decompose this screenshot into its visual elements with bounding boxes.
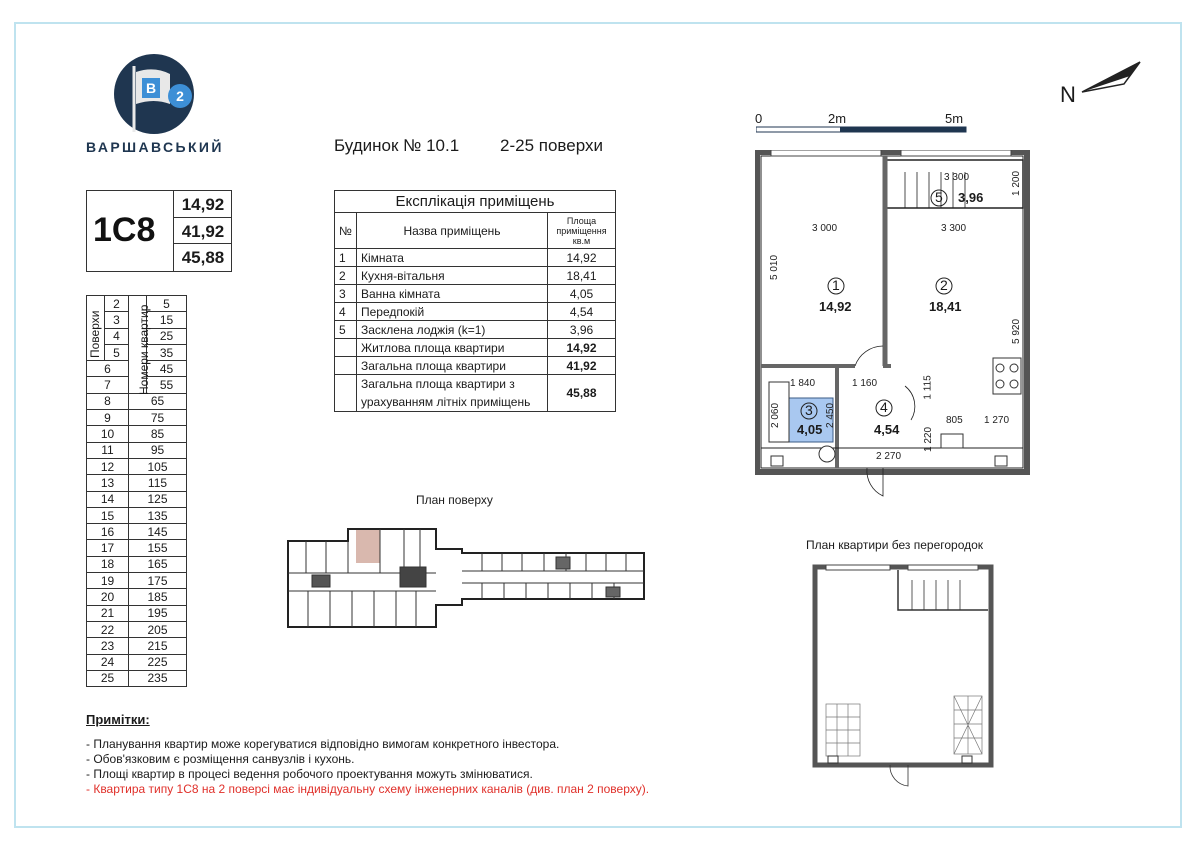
highlighted-apartment xyxy=(356,529,380,563)
floor-number: 5 xyxy=(105,344,129,360)
summer-label-1: Загальна площа квартири з xyxy=(361,377,515,391)
apartment-areas xyxy=(173,191,232,271)
col-num: № xyxy=(335,213,357,249)
table-row xyxy=(335,303,616,321)
dim-hall-height: 1 115 xyxy=(922,375,934,400)
floor-number: 17 xyxy=(87,540,129,556)
apartment-number: 155 xyxy=(129,540,187,556)
apartment-number: 105 xyxy=(129,458,187,474)
dim-loggia-width: 3 300 xyxy=(944,172,970,183)
floor-number: 8 xyxy=(87,393,129,409)
apartment-number: 85 xyxy=(129,426,187,442)
room-5-area: 3,96 xyxy=(958,190,984,205)
note-item: - Планування квартир може корегуватися відповідно вимогам конкретного інвестора. xyxy=(86,737,560,751)
floor-number: 15 xyxy=(87,507,129,523)
row-area: 3,96 xyxy=(548,321,616,339)
total-area-row xyxy=(335,357,616,375)
summer-value: 45,88 xyxy=(548,375,616,412)
apartment-number: 45 xyxy=(147,361,187,377)
apartment-number: 225 xyxy=(129,654,187,670)
notes-title: Примітки: xyxy=(86,712,150,727)
row-num: 1 xyxy=(335,249,357,267)
apartment-number: 175 xyxy=(129,573,187,589)
dim-bath-width: 1 840 xyxy=(790,378,816,389)
apartment-number: 195 xyxy=(129,605,187,621)
north-label: N xyxy=(1060,82,1076,107)
floors-row xyxy=(87,556,187,572)
floors-row xyxy=(87,670,187,686)
room-3-number: 3 xyxy=(805,402,813,418)
apartment-number: 5 xyxy=(147,296,187,312)
apartment-number: 185 xyxy=(129,589,187,605)
floor-plan-drawing xyxy=(286,527,648,631)
floor-number: 2 xyxy=(105,296,129,312)
apartment-number: 25 xyxy=(147,328,187,344)
floor-number: 4 xyxy=(105,328,129,344)
floor-number: 7 xyxy=(87,377,129,393)
scale-5m: 5m xyxy=(945,111,964,126)
room-4-number: 4 xyxy=(880,399,888,415)
apartments-label: Номери квартир xyxy=(137,304,151,395)
apartment-area-summer: 45,88 xyxy=(181,248,225,268)
apartment-area-total: 41,92 xyxy=(174,218,232,245)
floor-number: 23 xyxy=(87,638,129,654)
living-area-row xyxy=(335,339,616,357)
floors-row xyxy=(87,605,187,621)
apartment-number: 215 xyxy=(129,638,187,654)
row-num: 4 xyxy=(335,303,357,321)
floor-number: 21 xyxy=(87,605,129,621)
total-label: Загальна площа квартири xyxy=(357,357,548,375)
brand-logo xyxy=(112,52,200,136)
floors-row xyxy=(87,654,187,670)
row-name: Ванна кімната xyxy=(357,285,548,303)
apartment-number: 235 xyxy=(129,670,187,686)
floors-row xyxy=(87,458,187,474)
living-label: Житлова площа квартири xyxy=(357,339,548,357)
floor-number: 25 xyxy=(87,670,129,686)
dim-room2-height: 5 920 xyxy=(1011,318,1023,345)
apartment-number: 145 xyxy=(129,524,187,540)
row-num: 5 xyxy=(335,321,357,339)
room-3-area: 4,05 xyxy=(797,422,823,437)
explication-table xyxy=(334,190,616,412)
floors-row xyxy=(87,507,187,523)
no-partitions-title: План квартири без перегородок xyxy=(806,538,984,552)
apartment-number: 165 xyxy=(129,556,187,572)
apartment-area-living: 14,92 xyxy=(174,191,232,218)
note-red: - Квартира типу 1С8 на 2 поверсі має індивідуальну схему інженерних каналів (див. план 2 поверху). xyxy=(86,782,650,796)
apartment-number: 205 xyxy=(129,621,187,637)
row-area: 4,54 xyxy=(548,303,616,321)
dim-bath-height-2: 2 450 xyxy=(825,402,837,429)
explication-caption: Експлікація приміщень xyxy=(335,191,616,213)
dim-loggia-height: 1 200 xyxy=(1011,170,1023,197)
col-area: Площа приміщення кв.м xyxy=(548,213,616,249)
apartment-number: 35 xyxy=(147,344,187,360)
floor-number: 18 xyxy=(87,556,129,572)
floors-row xyxy=(87,524,187,540)
room-1-area: 14,92 xyxy=(819,299,852,314)
floors-row xyxy=(87,393,187,409)
floors-row xyxy=(87,573,187,589)
row-area: 14,92 xyxy=(548,249,616,267)
floor-number: 16 xyxy=(87,524,129,540)
floors-row xyxy=(87,442,187,458)
apartment-number: 75 xyxy=(129,410,187,426)
row-area: 18,41 xyxy=(548,267,616,285)
note-item: - Площі квартир в процесі ведення робочого проектування можуть змінюватися. xyxy=(86,767,533,781)
dim-kitchen-b: 1 270 xyxy=(984,415,1010,426)
row-name: Кухня-вітальня xyxy=(357,267,548,285)
apartment-number: 125 xyxy=(129,491,187,507)
living-value: 14,92 xyxy=(548,339,616,357)
row-name: Передпокій xyxy=(357,303,548,321)
floors-label: Поверхи xyxy=(88,310,102,358)
floor-number: 20 xyxy=(87,589,129,605)
table-row xyxy=(335,321,616,339)
scale-zero: 0 xyxy=(755,111,763,126)
dim-room1-width: 3 000 xyxy=(812,223,838,234)
dim-room1-height: 5 010 xyxy=(769,254,781,281)
logo-letter: B xyxy=(145,80,157,96)
floor-number: 11 xyxy=(87,442,129,458)
room-2-area: 18,41 xyxy=(929,299,962,314)
dim-hall-width: 1 160 xyxy=(852,378,878,389)
floors-title: 2-25 поверхи xyxy=(500,136,603,155)
floors-row xyxy=(87,491,187,507)
dim-bath-height: 2 060 xyxy=(770,402,782,429)
floor-number: 12 xyxy=(87,458,129,474)
room-5-number: 5 xyxy=(935,189,943,205)
floors-row xyxy=(87,621,187,637)
dim-room2-width: 3 300 xyxy=(941,223,967,234)
summer-area-row xyxy=(335,375,616,412)
room-4-area: 4,54 xyxy=(874,422,900,437)
floors-row xyxy=(87,638,187,654)
apartment-number: 135 xyxy=(129,507,187,523)
note-item: - Обов'язковим є розміщення санвузлів і кухонь. xyxy=(86,752,355,766)
floor-number: 3 xyxy=(105,312,129,328)
floor-number: 13 xyxy=(87,475,129,491)
floors-row xyxy=(87,540,187,556)
row-area: 4,05 xyxy=(548,285,616,303)
toilet-icon xyxy=(819,446,835,462)
room-1-number: 1 xyxy=(832,277,840,293)
apartment-code: 1С8 xyxy=(93,211,156,249)
table-row xyxy=(335,267,616,285)
dim-hall-side: 1 220 xyxy=(923,426,935,453)
floor-number: 22 xyxy=(87,621,129,637)
floors-row xyxy=(87,589,187,605)
floor-number: 19 xyxy=(87,573,129,589)
apartment-number: 95 xyxy=(129,442,187,458)
apartment-number: 115 xyxy=(129,475,187,491)
row-num: 3 xyxy=(335,285,357,303)
floors-row xyxy=(87,410,187,426)
floor-number: 6 xyxy=(87,361,129,377)
row-name: Засклена лоджія (k=1) xyxy=(357,321,548,339)
floor-number: 9 xyxy=(87,410,129,426)
stove-icon xyxy=(993,358,1021,394)
table-row xyxy=(335,285,616,303)
floor-number: 10 xyxy=(87,426,129,442)
summer-label-2: урахуванням літніх приміщень xyxy=(361,395,531,409)
dim-kitchen-a: 805 xyxy=(946,415,963,426)
scale-2m: 2m xyxy=(828,111,847,126)
apartment-number: 55 xyxy=(147,377,187,393)
apartment-number: 65 xyxy=(129,393,187,409)
floor-number: 14 xyxy=(87,491,129,507)
total-value: 41,92 xyxy=(548,357,616,375)
brand-name: ВАРШАВСЬКИЙ xyxy=(86,139,224,155)
apartment-badge xyxy=(86,190,232,272)
apartment-plan xyxy=(755,150,1033,500)
scale-bar xyxy=(756,126,968,134)
logo-number: 2 xyxy=(176,88,184,104)
floor-plan-title: План поверху xyxy=(416,493,493,507)
no-partitions-plan xyxy=(812,564,996,788)
table-row xyxy=(335,249,616,267)
dim-bottom-width: 2 270 xyxy=(876,451,902,462)
north-arrow-icon xyxy=(1080,60,1142,96)
floor-number: 24 xyxy=(87,654,129,670)
sink-icon xyxy=(941,434,963,448)
row-num: 2 xyxy=(335,267,357,285)
floors-row xyxy=(87,426,187,442)
col-name: Назва приміщень xyxy=(357,213,548,249)
room-2-number: 2 xyxy=(940,277,948,293)
floors-row xyxy=(87,475,187,491)
row-name: Кімната xyxy=(357,249,548,267)
apartment-number: 15 xyxy=(147,312,187,328)
house-title: Будинок № 10.1 xyxy=(334,136,460,155)
